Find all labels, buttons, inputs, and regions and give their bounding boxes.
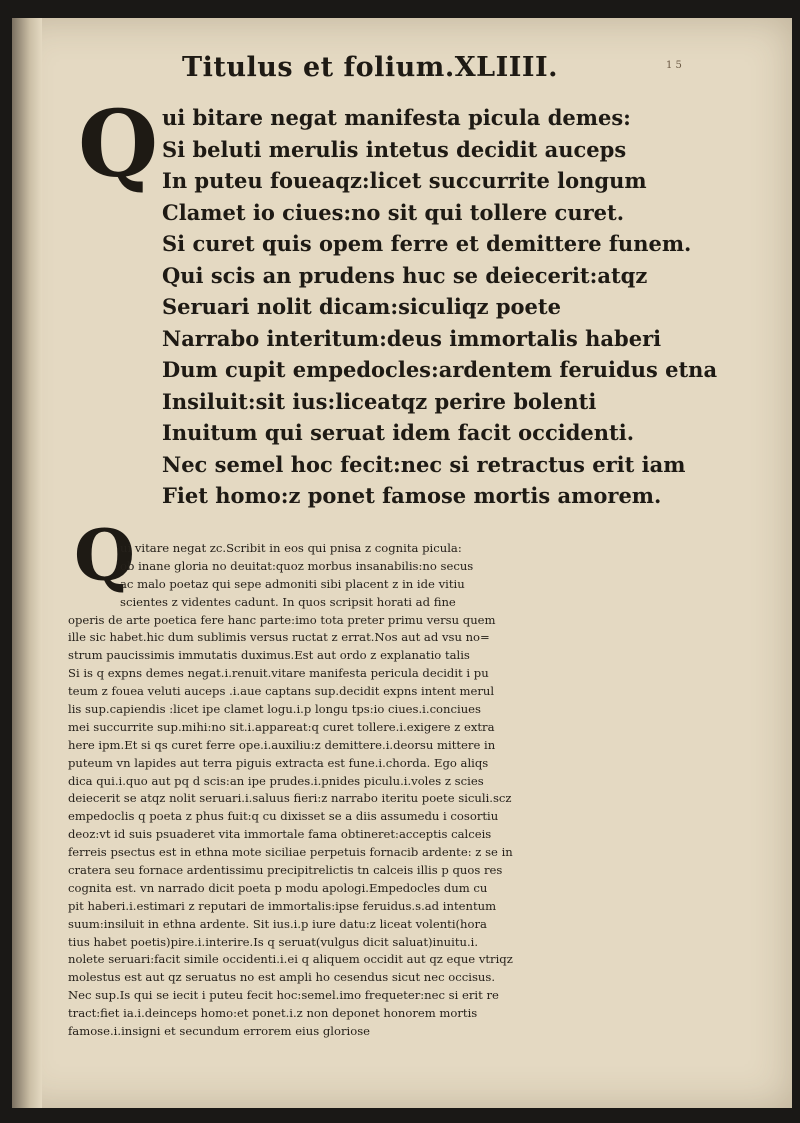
book-page <box>12 18 792 1108</box>
commentary-line: dica qui.i.quo aut pq d scis:an ipe prudes.i.pnides piculu.i.voles z scies <box>68 773 484 788</box>
commentary-line: Nec sup.Is qui se iecit i puteu fecit hoc:semel.imo frequeter:nec si erit re <box>68 988 499 1003</box>
commentary-line: teum z fouea veluti auceps .i.aue captans sup.decidit expns intent merul <box>68 684 495 699</box>
commentary-line: ui vitare negat zc.Scribit in eos qui pnisa z cognita picula: <box>120 541 462 555</box>
commentary-line: Si is q expns demes negat.i.renuit.vitare manifesta pericula decidit i pu <box>68 666 489 681</box>
verse-line: ui bitare negat manifesta picula demes: <box>162 105 631 130</box>
commentary-text <box>68 540 612 1041</box>
commentary-line: strum paucissimis immutatis duximus.Est aut ordo z explanatio talis <box>68 648 470 663</box>
commentary-line: pit haberi.i.estimari z reputari de immortalis:ipse feruidus.s.ad intentum <box>68 898 497 913</box>
commentary-line: scientes z videntes cadunt. In quos scripsit horati ad fine <box>120 594 456 609</box>
verse-line: Inuitum qui seruat idem facit occidenti. <box>162 420 635 445</box>
verse-initial-letter: Q <box>78 90 159 198</box>
commentary-initial-letter: Q <box>74 514 135 597</box>
verse-line: In puteu foueaqz:licet succurrite longum <box>162 168 647 193</box>
verse-line: Insiluit:sit ius:liceatqz perire bolenti <box>162 388 597 414</box>
commentary-line: ob inane gloria no deuitat:quoz morbus insanabilis:no secus <box>120 558 474 573</box>
commentary-line: deoz:vt id suis psuaderet vita immortale fama obtineret:acceptis calceis <box>68 827 492 842</box>
commentary-line: suum:insiluit in ethna ardente. Sit ius.i.p iure datu:z liceat volenti(hora <box>68 916 487 931</box>
commentary-line: tract:fiet ia.i.deinceps homo:et ponet.i.z non deponet honorem mortis <box>68 1006 478 1021</box>
verse-line: Nec semel hoc fecit:nec si retractus erit iam <box>162 451 686 477</box>
verse-line: Fiet homo:z ponet famose mortis amorem. <box>162 483 662 508</box>
commentary-line: here ipm.Et si qs curet ferre ope.i.auxiliu:z demittere.i.deorsu mittere in <box>68 737 496 752</box>
commentary-line: famose.i.insigni et secundum errorem eius gloriose <box>68 1024 371 1039</box>
verse-line: Narrabo interitum:deus immortalis haberi <box>162 325 662 351</box>
commentary-line: ac malo poetaz qui sepe admoniti sibi placent z in ide vitiu <box>120 576 465 591</box>
commentary-line: deiecerit se atqz nolit seruari.i.saluus fieri:z narrabo iteritu poete siculi.scz <box>68 791 512 806</box>
verse-line: Clamet io ciues:no sit qui tollere curet. <box>162 199 625 225</box>
commentary-line: molestus est aut qz seruatus no est ampli ho cesendus sicut nec occisus. <box>68 970 496 985</box>
verse-line: Dum cupit empedocles:ardentem feruidus etna <box>162 357 718 382</box>
commentary-line: tius habet poetis)pire.i.interire.Is q seruat(vulgus dicit saluat)inuitu.i. <box>68 934 479 949</box>
commentary-line: ille sic habet.hic dum sublimis versus ructat z errat.Nos aut ad vsu no= <box>68 630 490 645</box>
commentary-line: lis sup.capiendis :licet ipe clamet logu.i.p longu tps:io ciues.i.conciues <box>68 702 481 717</box>
commentary-line: operis de arte poetica fere hanc parte:imo tota preter primu versu quem <box>68 612 496 627</box>
verse-text <box>162 102 717 512</box>
commentary-line: puteum vn lapides aut terra piguis extracta est fune.i.chorda. Ego aliqs <box>68 755 489 770</box>
commentary-line: nolete seruari:facit simile occidenti.i.ei q aliquem occidit aut qz eque vtriqz <box>68 952 513 967</box>
commentary-line: mei succurrite sup.mihi:no sit.i.appareat:q curet tollere.i.exigere z extra <box>68 719 495 734</box>
commentary-line: cognita est. vn narrado dicit poeta p modu apologi.Empedocles dum cu <box>68 880 488 895</box>
verse-line: Qui scis an prudens huc se deiecerit:atqz <box>162 262 648 288</box>
page-binding-shadow <box>12 18 42 1108</box>
verse-line: Si curet quis opem ferre et demittere funem. <box>162 231 692 256</box>
commentary-line: ferreis psectus est in ethna mote siciliae perpetuis fornacib ardente: z se in <box>68 845 513 860</box>
verse-line: Seruari nolit dicam:siculiqz poete <box>162 294 561 319</box>
commentary-line: empedoclis q poeta z phus fuit:q cu dixisset se a diis assumedu i cosortiu <box>68 809 499 824</box>
verse-line: Si beluti merulis intetus decidit auceps <box>162 136 627 162</box>
page-header-title: Titulus et folium.XLIIII. <box>182 52 559 83</box>
commentary-line: cratera seu fornace ardentissimu precipitrelictis tn calceis illis p quos res <box>68 863 503 878</box>
folio-mark: 1 5 <box>666 60 682 71</box>
